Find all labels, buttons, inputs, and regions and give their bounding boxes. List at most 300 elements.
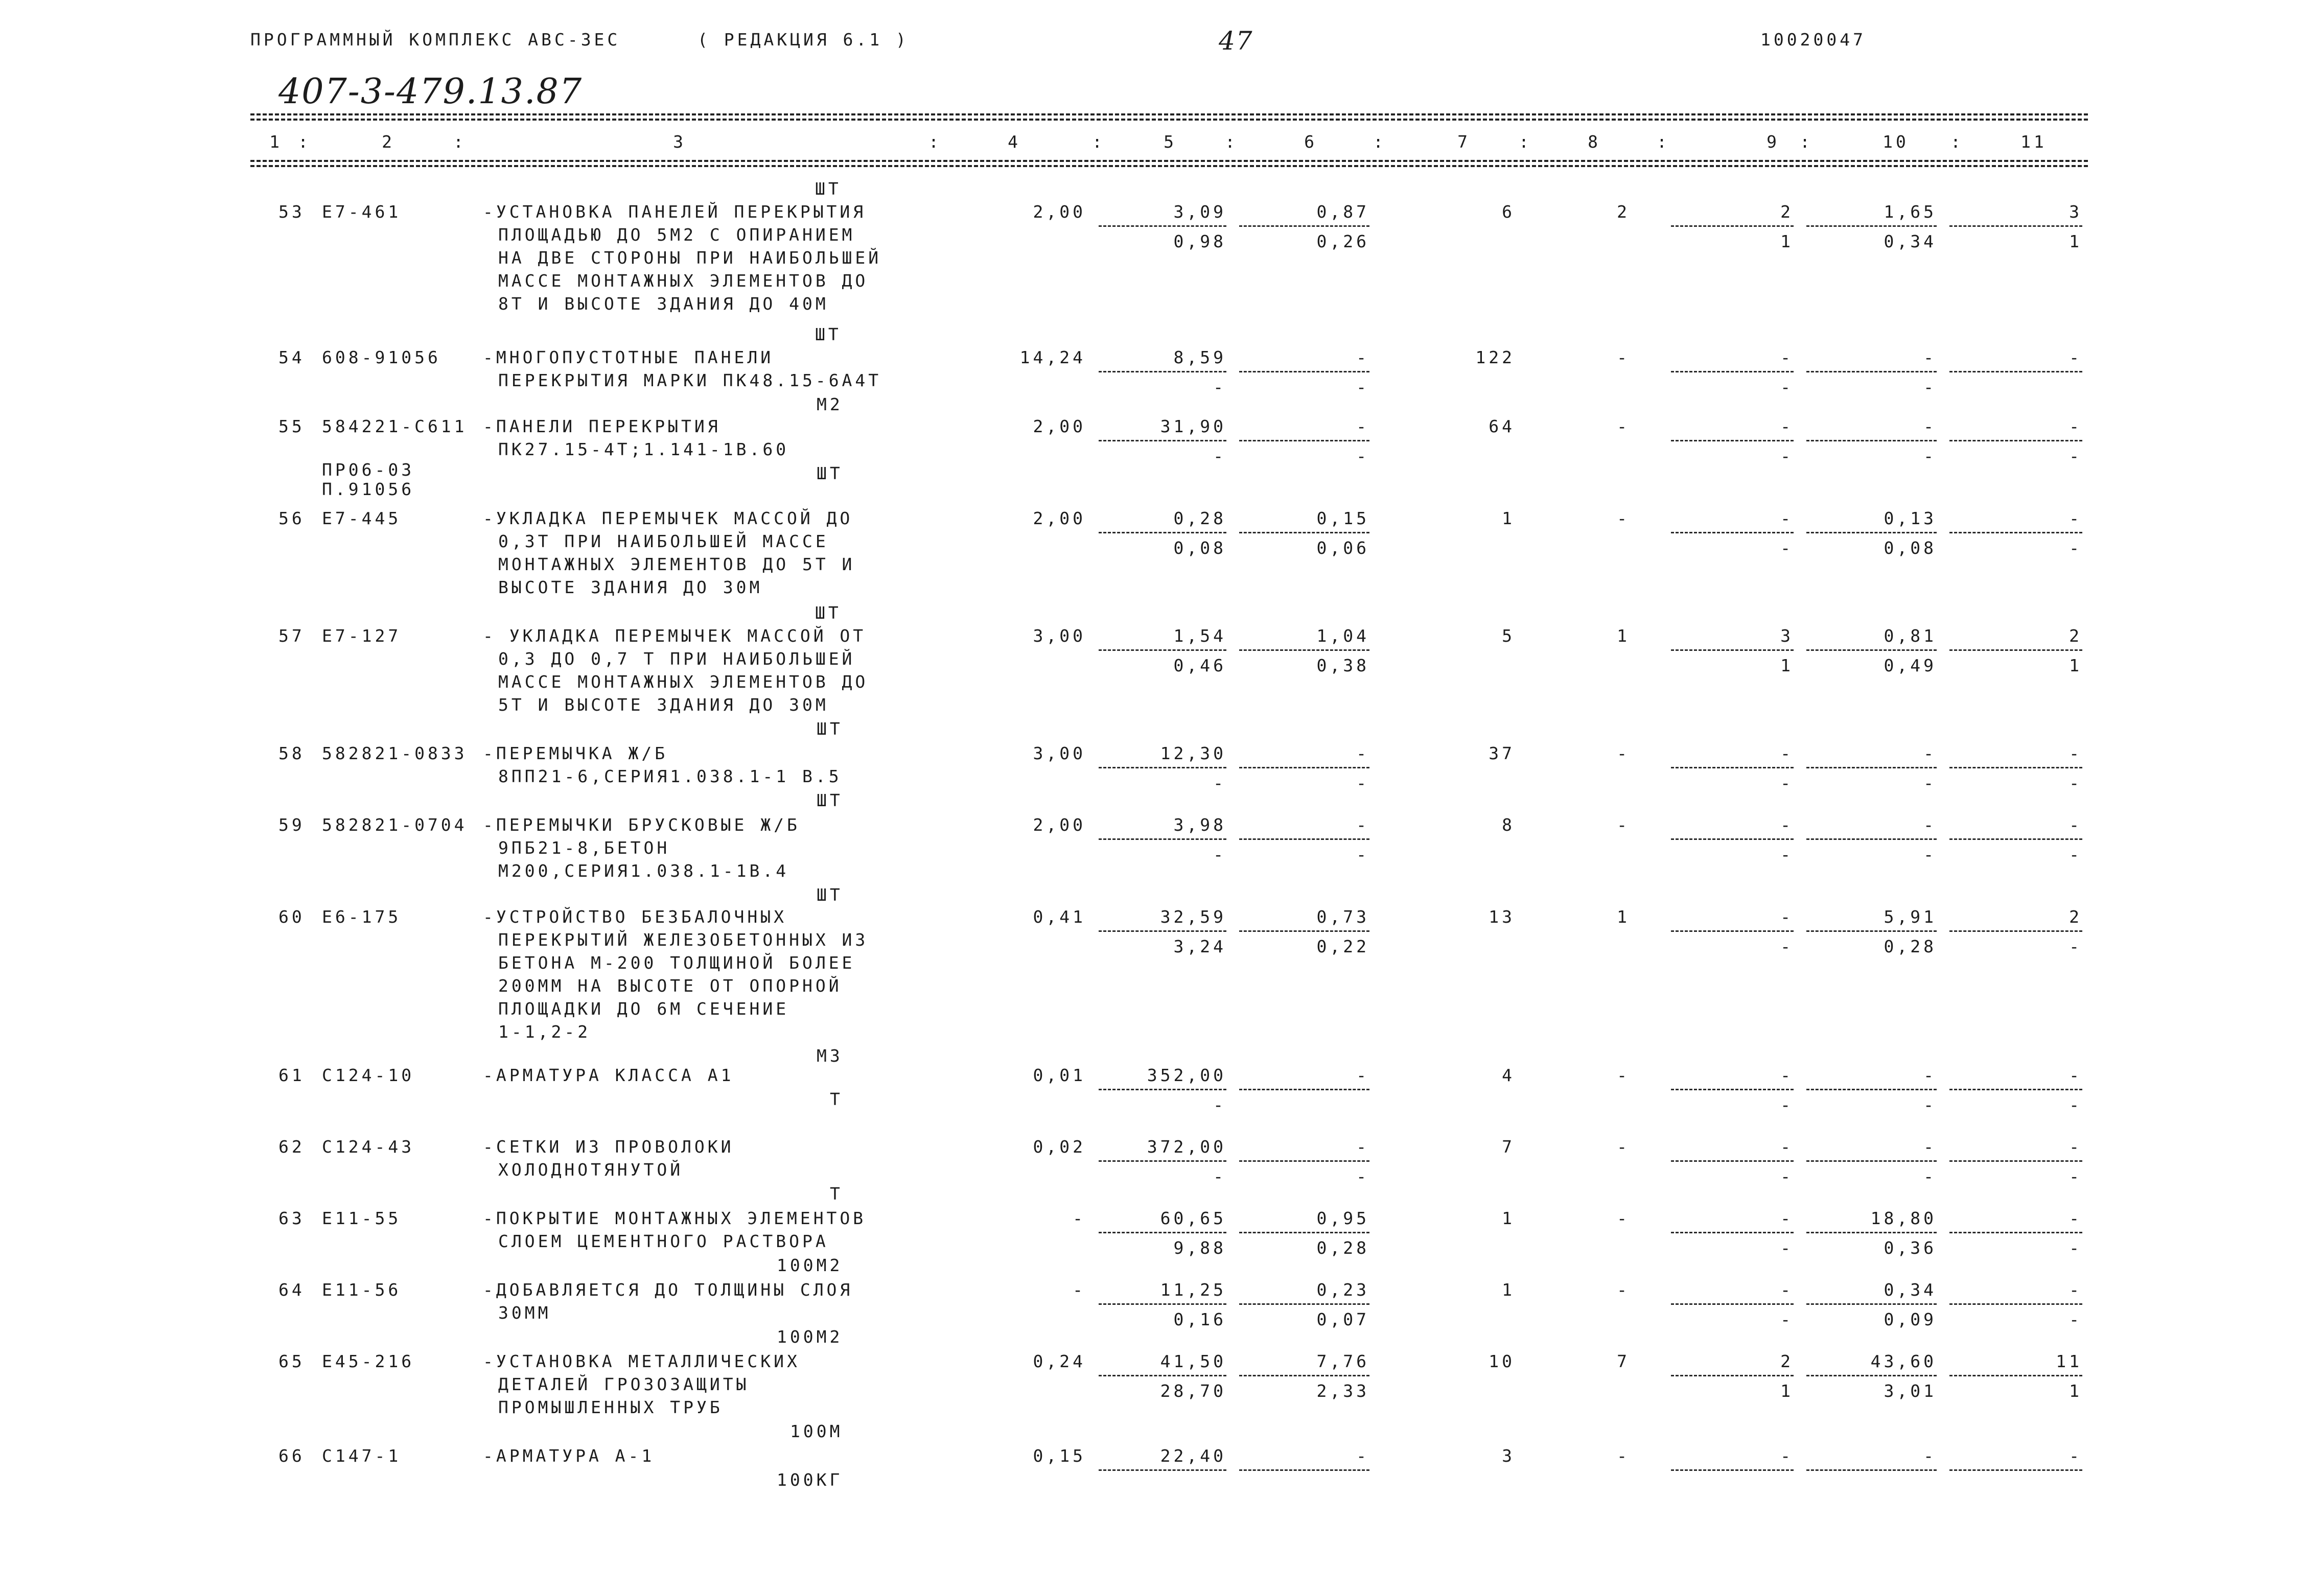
- cell-separator: [1671, 1469, 1794, 1471]
- column-header-17: 9: [1767, 132, 1780, 152]
- row-description-line: -АРМАТУРА КЛАССА А1: [483, 1065, 734, 1085]
- cell-c11-top: 2: [2069, 907, 2082, 927]
- cell-col8: 1: [1617, 907, 1630, 927]
- row-number: 57: [278, 626, 305, 646]
- cell-col8: 2: [1617, 202, 1630, 222]
- row-code: Е45-216: [322, 1351, 415, 1371]
- cell-separator: [1949, 838, 2082, 840]
- row-number: 62: [278, 1137, 305, 1157]
- cell-separator: [1806, 440, 1937, 441]
- cell-col8: -: [1617, 508, 1630, 528]
- cell-c6-bottom: 0,22: [1316, 936, 1369, 956]
- row-unit-below: Т: [830, 1089, 843, 1109]
- cell-separator: [1806, 1232, 1937, 1233]
- cell-c9-bottom: 1: [1780, 655, 1794, 675]
- cell-separator: [1099, 1232, 1226, 1233]
- cell-col7: 5: [1502, 626, 1515, 646]
- cell-col7: 1: [1502, 1280, 1515, 1300]
- cell-c10-bottom: -: [1923, 773, 1937, 793]
- cell-c10-bottom: 0,28: [1884, 936, 1937, 956]
- row-description-line: - УКЛАДКА ПЕРЕМЫЧЕК МАССОЙ ОТ: [483, 626, 867, 646]
- cell-c5-bottom: -: [1213, 377, 1226, 397]
- row-description-line: -ПЕРЕМЫЧКИ БРУСКОВЫЕ Ж/Б: [483, 815, 800, 835]
- cell-c6-top: 0,73: [1316, 907, 1369, 927]
- row-description-line: -УСТРОЙСТВО БЕЗБАЛОЧНЫХ: [483, 907, 787, 927]
- column-header-3: 2: [382, 132, 395, 152]
- cell-c9-top: -: [1780, 1280, 1794, 1300]
- cell-c10-top: 43,60: [1870, 1351, 1937, 1371]
- column-header-1: 1: [269, 132, 283, 152]
- row-number: 63: [278, 1208, 305, 1228]
- cell-c11-bottom: -: [2069, 845, 2082, 864]
- cell-separator: [1099, 1303, 1226, 1305]
- cell-col7: 13: [1489, 907, 1515, 927]
- cell-c11-top: -: [2069, 1280, 2082, 1300]
- cell-col7: 1: [1502, 508, 1515, 528]
- cell-c6-top: 0,87: [1316, 202, 1369, 222]
- cell-separator: [1806, 649, 1937, 651]
- cell-separator: [1239, 838, 1369, 840]
- row-description-line: 5Т И ВЫСОТЕ ЗДАНИЯ ДО 30М: [498, 695, 829, 715]
- row-number: 56: [278, 508, 305, 528]
- cell-separator: [1949, 1089, 2082, 1090]
- row-description-line: -АРМАТУРА А-1: [483, 1446, 655, 1466]
- cell-c10-top: -: [1923, 347, 1937, 367]
- cell-separator: [1949, 930, 2082, 932]
- cell-col8: 7: [1617, 1351, 1630, 1371]
- cell-c5-bottom: 0,08: [1173, 538, 1226, 558]
- cell-c10-bottom: 0,36: [1884, 1238, 1937, 1258]
- header-rule-2: [250, 165, 2088, 167]
- cell-c10-bottom: 3,01: [1884, 1381, 1937, 1401]
- cell-c6-top: -: [1356, 416, 1369, 436]
- cell-c9-bottom: -: [1780, 538, 1794, 558]
- cell-c11-top: -: [2069, 347, 2082, 367]
- row-description-line: ПРОМЫШЛЕННЫХ ТРУБ: [498, 1397, 723, 1417]
- row-unit-below: 100М2: [777, 1255, 843, 1275]
- cell-c11-bottom: -: [2069, 446, 2082, 466]
- cell-c6-bottom: 0,07: [1316, 1309, 1369, 1329]
- cell-col7: 7: [1502, 1137, 1515, 1157]
- cell-col8: -: [1617, 416, 1630, 436]
- cell-separator: [1671, 1303, 1794, 1305]
- cell-col7: 1: [1502, 1208, 1515, 1228]
- cell-c11-top: -: [2069, 815, 2082, 835]
- cell-c11-bottom: 1: [2069, 1381, 2082, 1401]
- cell-col8: -: [1617, 1137, 1630, 1157]
- cell-c11-bottom: -: [2069, 1166, 2082, 1186]
- cell-c11-top: -: [2069, 743, 2082, 763]
- column-header-11: 6: [1304, 132, 1317, 152]
- cell-col7: 37: [1489, 743, 1515, 763]
- cell-c10-bottom: 0,09: [1884, 1309, 1937, 1329]
- document-code: 10020047: [1760, 30, 1866, 50]
- cell-c5-top: 11,25: [1160, 1280, 1226, 1300]
- row-description-line: ПК27.15-4Т;1.141-1В.60: [498, 439, 789, 459]
- cell-c10-bottom: 0,34: [1884, 231, 1937, 251]
- cell-c9-bottom: -: [1780, 1238, 1794, 1258]
- cell-c5-bottom: 0,16: [1173, 1309, 1226, 1329]
- cell-separator: [1239, 371, 1369, 372]
- cell-col4: 2,00: [1033, 202, 1086, 222]
- cell-separator: [1099, 532, 1226, 533]
- cell-c9-top: -: [1780, 416, 1794, 436]
- cell-separator: [1671, 930, 1794, 932]
- cell-c10-bottom: -: [1923, 1166, 1937, 1186]
- cell-separator: [1806, 767, 1937, 768]
- cell-c11-bottom: -: [2069, 538, 2082, 558]
- cell-c6-bottom: -: [1356, 845, 1369, 864]
- row-description-line: -СЕТКИ ИЗ ПРОВОЛОКИ: [483, 1137, 734, 1157]
- row-description-line: -ДОБАВЛЯЕТСЯ ДО ТОЛЩИНЫ СЛОЯ: [483, 1280, 853, 1300]
- cell-separator: [1671, 767, 1794, 768]
- column-header-2: :: [298, 132, 311, 152]
- page-number: 47: [1219, 26, 1253, 56]
- cell-c5-bottom: 0,98: [1173, 231, 1226, 251]
- cell-c5-bottom: -: [1213, 1166, 1226, 1186]
- cell-separator: [1099, 1375, 1226, 1376]
- cell-c5-top: 1,54: [1173, 626, 1226, 646]
- cell-c9-top: -: [1780, 1137, 1794, 1157]
- row-number: 65: [278, 1351, 305, 1371]
- cell-c5-top: 12,30: [1160, 743, 1226, 763]
- row-code: Е7-445: [322, 508, 402, 528]
- cell-c6-bottom: 0,28: [1316, 1238, 1369, 1258]
- cell-col8: -: [1617, 1280, 1630, 1300]
- row-description-line: ХОЛОДНОТЯНУТОЙ: [498, 1160, 684, 1180]
- cell-c10-top: 18,80: [1870, 1208, 1937, 1228]
- cell-separator: [1099, 767, 1226, 768]
- row-code: С124-10: [322, 1065, 415, 1085]
- row-code: 582821-0704: [322, 815, 468, 835]
- row-number: 59: [278, 815, 305, 835]
- cell-col8: -: [1617, 1446, 1630, 1466]
- row-unit-below: М3: [817, 1046, 843, 1066]
- cell-c6-top: -: [1356, 1446, 1369, 1466]
- cell-c5-top: 3,09: [1173, 202, 1226, 222]
- cell-c6-top: -: [1356, 743, 1369, 763]
- cell-c10-bottom: 0,08: [1884, 538, 1937, 558]
- cell-separator: [1806, 1375, 1937, 1376]
- cell-c10-bottom: -: [1923, 1095, 1937, 1115]
- row-unit-above: ШТ: [815, 324, 842, 344]
- cell-c11-bottom: 1: [2069, 655, 2082, 675]
- cell-c10-bottom: 0,49: [1884, 655, 1937, 675]
- cell-c10-top: -: [1923, 1065, 1937, 1085]
- row-description-line: -ПОКРЫТИЕ МОНТАЖНЫХ ЭЛЕМЕНТОВ: [483, 1208, 867, 1228]
- column-header-10: :: [1225, 132, 1238, 152]
- cell-separator: [1949, 1232, 2082, 1233]
- cell-c11-bottom: -: [2069, 1309, 2082, 1329]
- cell-c5-bottom: -: [1213, 845, 1226, 864]
- cell-separator: [1671, 1160, 1794, 1162]
- column-header-15: 8: [1588, 132, 1601, 152]
- cell-c5-top: 352,00: [1147, 1065, 1226, 1085]
- cell-col4: 14,24: [1019, 347, 1086, 367]
- cell-c11-top: 2: [2069, 626, 2082, 646]
- row-description-line: 8ПП21-6,СЕРИЯ1.038.1-1 В.5: [498, 766, 842, 786]
- row-description-line: -ПАНЕЛИ ПЕРЕКРЫТИЯ: [483, 416, 721, 436]
- cell-separator: [1099, 1089, 1226, 1090]
- cell-c11-top: -: [2069, 1137, 2082, 1157]
- cell-separator: [1239, 532, 1369, 533]
- cell-c9-bottom: -: [1780, 773, 1794, 793]
- cell-col4: 0,41: [1033, 907, 1086, 927]
- row-description-line: 8Т И ВЫСОТЕ ЗДАНИЯ ДО 40М: [498, 294, 829, 314]
- row-extra-code: П.91056: [322, 479, 415, 499]
- cell-col8: -: [1617, 743, 1630, 763]
- header-rule: [250, 160, 2088, 162]
- cell-c9-top: -: [1780, 508, 1794, 528]
- cell-c6-bottom: 0,06: [1316, 538, 1369, 558]
- cell-col4: 3,00: [1033, 626, 1086, 646]
- row-number: 66: [278, 1446, 305, 1466]
- top-rule-2: [250, 119, 2088, 121]
- edition-label: ( РЕДАКЦИЯ 6.1 ): [698, 30, 909, 50]
- row-description-line: -УКЛАДКА ПЕРЕМЫЧЕК МАССОЙ ДО: [483, 508, 853, 528]
- cell-c5-top: 31,90: [1160, 416, 1226, 436]
- cell-c6-top: -: [1356, 347, 1369, 367]
- row-description-line: МОНТАЖНЫХ ЭЛЕМЕНТОВ ДО 5Т И: [498, 554, 855, 574]
- cell-separator: [1671, 1089, 1794, 1090]
- row-description-line: ВЫСОТЕ ЗДАНИЯ ДО 30М: [498, 577, 763, 597]
- column-header-19: 10: [1883, 132, 1909, 152]
- cell-col4: -: [1073, 1208, 1086, 1228]
- row-description-line: 1-1,2-2: [498, 1022, 591, 1042]
- cell-col7: 4: [1502, 1065, 1515, 1085]
- cell-col7: 3: [1502, 1446, 1515, 1466]
- row-code: С124-43: [322, 1137, 415, 1157]
- cell-c9-bottom: -: [1780, 936, 1794, 956]
- cell-c10-top: -: [1923, 743, 1937, 763]
- row-unit-above: ШТ: [815, 179, 842, 199]
- column-header-5: 3: [673, 132, 686, 152]
- cell-c10-top: -: [1923, 1446, 1937, 1466]
- cell-separator: [1239, 930, 1369, 932]
- row-description-line: -ПЕРЕМЫЧКА Ж/Б: [483, 743, 668, 763]
- column-header-14: :: [1519, 132, 1532, 152]
- cell-c9-top: -: [1780, 743, 1794, 763]
- cell-c9-bottom: -: [1780, 1166, 1794, 1186]
- cell-c9-bottom: 1: [1780, 1381, 1794, 1401]
- cell-separator: [1099, 838, 1226, 840]
- cell-separator: [1949, 532, 2082, 533]
- row-unit-below: ШТ: [817, 719, 843, 739]
- cell-c9-bottom: 1: [1780, 231, 1794, 251]
- cell-c6-top: 7,76: [1316, 1351, 1369, 1371]
- row-description-line: 0,3Т ПРИ НАИБОЛЬШЕЙ МАССЕ: [498, 531, 829, 551]
- cell-c6-bottom: 2,33: [1316, 1381, 1369, 1401]
- cell-c9-bottom: -: [1780, 845, 1794, 864]
- cell-c9-top: -: [1780, 347, 1794, 367]
- cell-col4: -: [1073, 1280, 1086, 1300]
- cell-c10-top: 0,81: [1884, 626, 1937, 646]
- cell-c5-bottom: 0,46: [1173, 655, 1226, 675]
- cell-c11-bottom: -: [2069, 936, 2082, 956]
- cell-c10-top: -: [1923, 1137, 1937, 1157]
- cell-c9-bottom: -: [1780, 446, 1794, 466]
- row-description-line: МАССЕ МОНТАЖНЫХ ЭЛЕМЕНТОВ ДО: [498, 672, 869, 692]
- cell-separator: [1099, 225, 1226, 227]
- cell-c10-bottom: -: [1923, 446, 1937, 466]
- row-unit-above: ШТ: [815, 603, 842, 623]
- row-number: 53: [278, 202, 305, 222]
- row-description-line: 0,3 ДО 0,7 Т ПРИ НАИБОЛЬШЕЙ: [498, 649, 855, 669]
- cell-separator: [1671, 532, 1794, 533]
- cell-col7: 6: [1502, 202, 1515, 222]
- cell-c6-top: -: [1356, 1137, 1369, 1157]
- cell-separator: [1239, 225, 1369, 227]
- row-code: 584221-С611: [322, 416, 468, 436]
- row-number: 55: [278, 416, 305, 436]
- cell-separator: [1239, 1303, 1369, 1305]
- cell-c6-bottom: 0,26: [1316, 231, 1369, 251]
- cell-col8: -: [1617, 1065, 1630, 1085]
- cell-c11-top: -: [2069, 1208, 2082, 1228]
- cell-separator: [1671, 649, 1794, 651]
- cell-c6-bottom: -: [1356, 1166, 1369, 1186]
- cell-c9-top: -: [1780, 1446, 1794, 1466]
- cell-separator: [1949, 1160, 2082, 1162]
- cell-col4: 0,01: [1033, 1065, 1086, 1085]
- cell-c11-bottom: -: [2069, 1095, 2082, 1115]
- column-header-4: :: [453, 132, 467, 152]
- cell-separator: [1099, 371, 1226, 372]
- cell-separator: [1099, 649, 1226, 651]
- cell-separator: [1671, 440, 1794, 441]
- cell-c9-top: -: [1780, 1065, 1794, 1085]
- cell-c6-bottom: -: [1356, 773, 1369, 793]
- row-extra-code: ПР06-03: [322, 460, 415, 480]
- cell-c11-top: -: [2069, 416, 2082, 436]
- cell-c10-top: 5,91: [1884, 907, 1937, 927]
- column-header-18: :: [1800, 132, 1813, 152]
- cell-separator: [1239, 1232, 1369, 1233]
- cell-separator: [1949, 767, 2082, 768]
- row-code: Е11-56: [322, 1280, 402, 1300]
- row-description-line: БЕТОНА М-200 ТОЛЩИНОЙ БОЛЕЕ: [498, 953, 855, 973]
- cell-c11-top: -: [2069, 1446, 2082, 1466]
- row-number: 54: [278, 347, 305, 367]
- row-description-line: МАССЕ МОНТАЖНЫХ ЭЛЕМЕНТОВ ДО: [498, 271, 869, 291]
- cell-c6-top: -: [1356, 1065, 1369, 1085]
- cell-col4: 2,00: [1033, 416, 1086, 436]
- row-description-line: -УСТАНОВКА ПАНЕЛЕЙ ПЕРЕКРЫТИЯ: [483, 202, 867, 222]
- row-number: 58: [278, 743, 305, 763]
- cell-separator: [1099, 440, 1226, 441]
- column-header-8: :: [1092, 132, 1105, 152]
- row-description-line: -УСТАНОВКА МЕТАЛЛИЧЕСКИХ: [483, 1351, 800, 1371]
- row-code: 582821-0833: [322, 743, 468, 763]
- cell-c10-top: 0,13: [1884, 508, 1937, 528]
- cell-separator: [1239, 1375, 1369, 1376]
- row-unit-below: 100М2: [777, 1327, 843, 1347]
- cell-c5-bottom: -: [1213, 1095, 1226, 1115]
- cell-col4: 0,15: [1033, 1446, 1086, 1466]
- cell-c5-bottom: 28,70: [1160, 1381, 1226, 1401]
- row-unit-below: ШТ: [817, 790, 843, 810]
- column-header-12: :: [1373, 132, 1386, 152]
- cell-c10-top: -: [1923, 815, 1937, 835]
- column-header-16: :: [1657, 132, 1670, 152]
- cell-separator: [1239, 1469, 1369, 1471]
- cell-c5-bottom: 3,24: [1173, 936, 1226, 956]
- top-rule: [250, 113, 2088, 115]
- cell-c9-top: 3: [1780, 626, 1794, 646]
- row-description-line: 200ММ НА ВЫСОТЕ ОТ ОПОРНОЙ: [498, 976, 842, 996]
- cell-col7: 8: [1502, 815, 1515, 835]
- cell-c9-top: -: [1780, 815, 1794, 835]
- cell-separator: [1806, 1089, 1937, 1090]
- cell-c6-top: -: [1356, 815, 1369, 835]
- cell-col8: 1: [1617, 626, 1630, 646]
- row-number: 60: [278, 907, 305, 927]
- column-header-21: 11: [2020, 132, 2047, 152]
- handwritten-reference: 407-3-479.13.87: [278, 72, 583, 112]
- cell-c6-top: 1,04: [1316, 626, 1369, 646]
- row-code: Е7-461: [322, 202, 402, 222]
- row-code: Е6-175: [322, 907, 402, 927]
- row-code: Е7-127: [322, 626, 402, 646]
- row-description-line: ПЛОЩАДЬЮ ДО 5М2 С ОПИРАНИЕМ: [498, 225, 855, 245]
- cell-separator: [1806, 532, 1937, 533]
- cell-col4: 2,00: [1033, 815, 1086, 835]
- cell-separator: [1099, 1160, 1226, 1162]
- cell-separator: [1099, 1469, 1226, 1471]
- cell-c10-top: 0,34: [1884, 1280, 1937, 1300]
- row-unit-below: 100КГ: [777, 1470, 843, 1490]
- cell-c9-bottom: -: [1780, 377, 1794, 397]
- cell-c11-top: 11: [2056, 1351, 2082, 1371]
- cell-c5-top: 41,50: [1160, 1351, 1226, 1371]
- cell-c5-bottom: -: [1213, 773, 1226, 793]
- cell-separator: [1806, 371, 1937, 372]
- cell-c5-bottom: -: [1213, 446, 1226, 466]
- cell-separator: [1949, 649, 2082, 651]
- column-header-7: 4: [1008, 132, 1021, 152]
- column-header-20: :: [1950, 132, 1964, 152]
- cell-col4: 0,02: [1033, 1137, 1086, 1157]
- cell-c5-top: 3,98: [1173, 815, 1226, 835]
- row-number: 64: [278, 1280, 305, 1300]
- cell-c6-top: 0,95: [1316, 1208, 1369, 1228]
- row-unit-below: ШТ: [817, 463, 843, 483]
- row-description-line: 9ПБ21-8,БЕТОН: [498, 838, 670, 858]
- row-description-line: СЛОЕМ ЦЕМЕНТНОГО РАСТВОРА: [498, 1231, 829, 1251]
- cell-c11-bottom: -: [2069, 1238, 2082, 1258]
- cell-c9-top: -: [1780, 1208, 1794, 1228]
- cell-separator: [1671, 838, 1794, 840]
- row-unit-below: ШТ: [817, 885, 843, 905]
- row-description-line: -МНОГОПУСТОТНЫЕ ПАНЕЛИ: [483, 347, 774, 367]
- cell-separator: [1949, 440, 2082, 441]
- cell-separator: [1806, 1469, 1937, 1471]
- program-title: ПРОГРАММНЫЙ КОМПЛЕКС АВС-3ЕС: [250, 30, 621, 50]
- cell-separator: [1806, 1160, 1937, 1162]
- cell-separator: [1806, 838, 1937, 840]
- row-description-line: ПЛОЩАДКИ ДО 6М СЕЧЕНИЕ: [498, 999, 789, 1019]
- row-code: С147-1: [322, 1446, 402, 1466]
- cell-c5-top: 22,40: [1160, 1446, 1226, 1466]
- cell-col4: 0,24: [1033, 1351, 1086, 1371]
- cell-c11-top: -: [2069, 1065, 2082, 1085]
- row-description-line: ПЕРЕКРЫТИЙ ЖЕЛЕЗОБЕТОННЫХ ИЗ: [498, 930, 869, 950]
- cell-separator: [1949, 371, 2082, 372]
- cell-c5-top: 32,59: [1160, 907, 1226, 927]
- cell-c5-bottom: 9,88: [1173, 1238, 1226, 1258]
- cell-c10-top: -: [1923, 416, 1937, 436]
- cell-c5-top: 60,65: [1160, 1208, 1226, 1228]
